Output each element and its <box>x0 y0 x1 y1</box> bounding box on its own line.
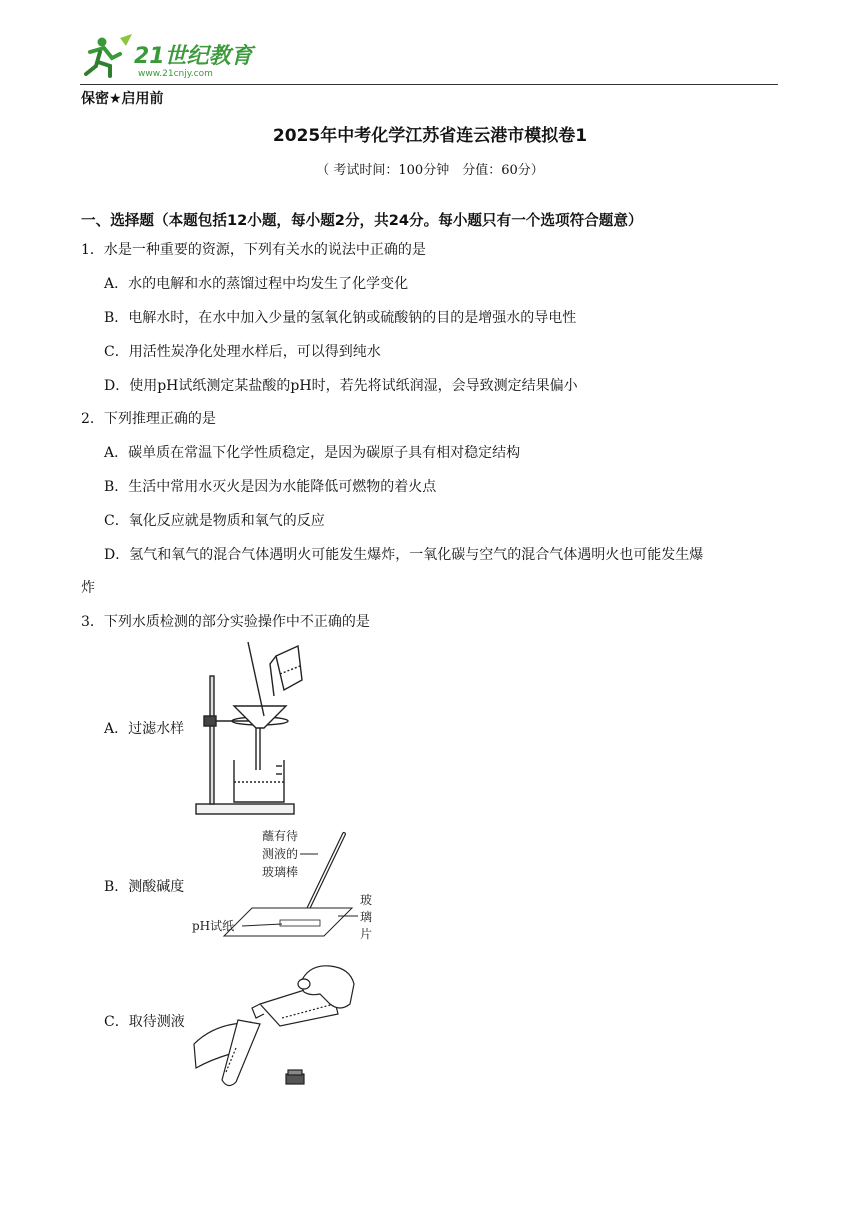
glass-label-line1: 玻 <box>360 893 373 907</box>
pour-liquid-figure <box>190 964 362 1094</box>
question-3-stem: 3．下列水质检测的部分实验操作中不正确的是 <box>81 614 370 630</box>
question-2-option-d: D．氢气和氧气的混合气体遇明火可能发生爆炸，一氧化碳与空气的混合气体遇明火也可能发生爆 <box>104 547 704 563</box>
question-3-option-a: A．过滤水样 <box>104 721 185 737</box>
question-3-option-c: C．取待测液 <box>104 1014 185 1030</box>
rod-label-line1: 蘸有待 <box>262 829 299 843</box>
question-1-option-d: D．使用pH试纸测定某盐酸的pH时，若先将试纸润湿，会导致测定结果偏小 <box>104 378 578 394</box>
glass-label-line3: 片 <box>360 927 373 941</box>
rod-label-line2: 测液的 <box>262 847 299 861</box>
ph-test-figure <box>188 826 388 948</box>
question-1-option-b: B．电解水时，在水中加入少量的氢氧化钠或硫酸钠的目的是增强水的导电性 <box>104 310 577 326</box>
page-title: 2025年中考化学江苏省连云港市模拟卷1 <box>272 126 588 146</box>
site-logo <box>80 32 260 80</box>
section-heading: 一、选择题（本题包括12小题，每小题2分，共24分。每小题只有一个选项符合题意） <box>81 212 643 229</box>
exam-info: （ 考试时间：100分钟 分值：60分） <box>316 163 544 178</box>
question-2-option-b: B．生活中常用水灭火是因为水能降低可燃物的着火点 <box>104 479 437 495</box>
question-2-option-c: C．氧化反应就是物质和氧气的反应 <box>104 513 325 529</box>
question-2-option-d-continued: 炸 <box>81 580 95 596</box>
confidential-label: 保密★启用前 <box>81 91 164 107</box>
logo-text: 21世纪教育 <box>134 44 253 69</box>
question-1-option-a: A．水的电解和水的蒸馏过程中均发生了化学变化 <box>104 276 409 292</box>
ph-paper-label: pH试纸 <box>192 919 235 933</box>
question-2-option-a: A．碳单质在常温下化学性质稳定，是因为碳原子具有相对稳定结构 <box>104 445 521 461</box>
question-1-option-c: C．用活性炭净化处理水样后，可以得到纯水 <box>104 344 381 360</box>
filtration-apparatus-figure <box>190 636 304 818</box>
rod-label-line3: 玻璃棒 <box>262 865 299 879</box>
header-divider <box>80 84 778 85</box>
glass-label-line2: 璃 <box>360 910 373 924</box>
question-1-stem: 1．水是一种重要的资源，下列有关水的说法中正确的是 <box>81 242 426 258</box>
question-2-stem: 2．下列推理正确的是 <box>81 411 216 427</box>
logo-url: www.21cnjy.com <box>138 69 213 79</box>
question-3-option-b: B．测酸碱度 <box>104 879 185 895</box>
runner-icon <box>86 34 132 76</box>
